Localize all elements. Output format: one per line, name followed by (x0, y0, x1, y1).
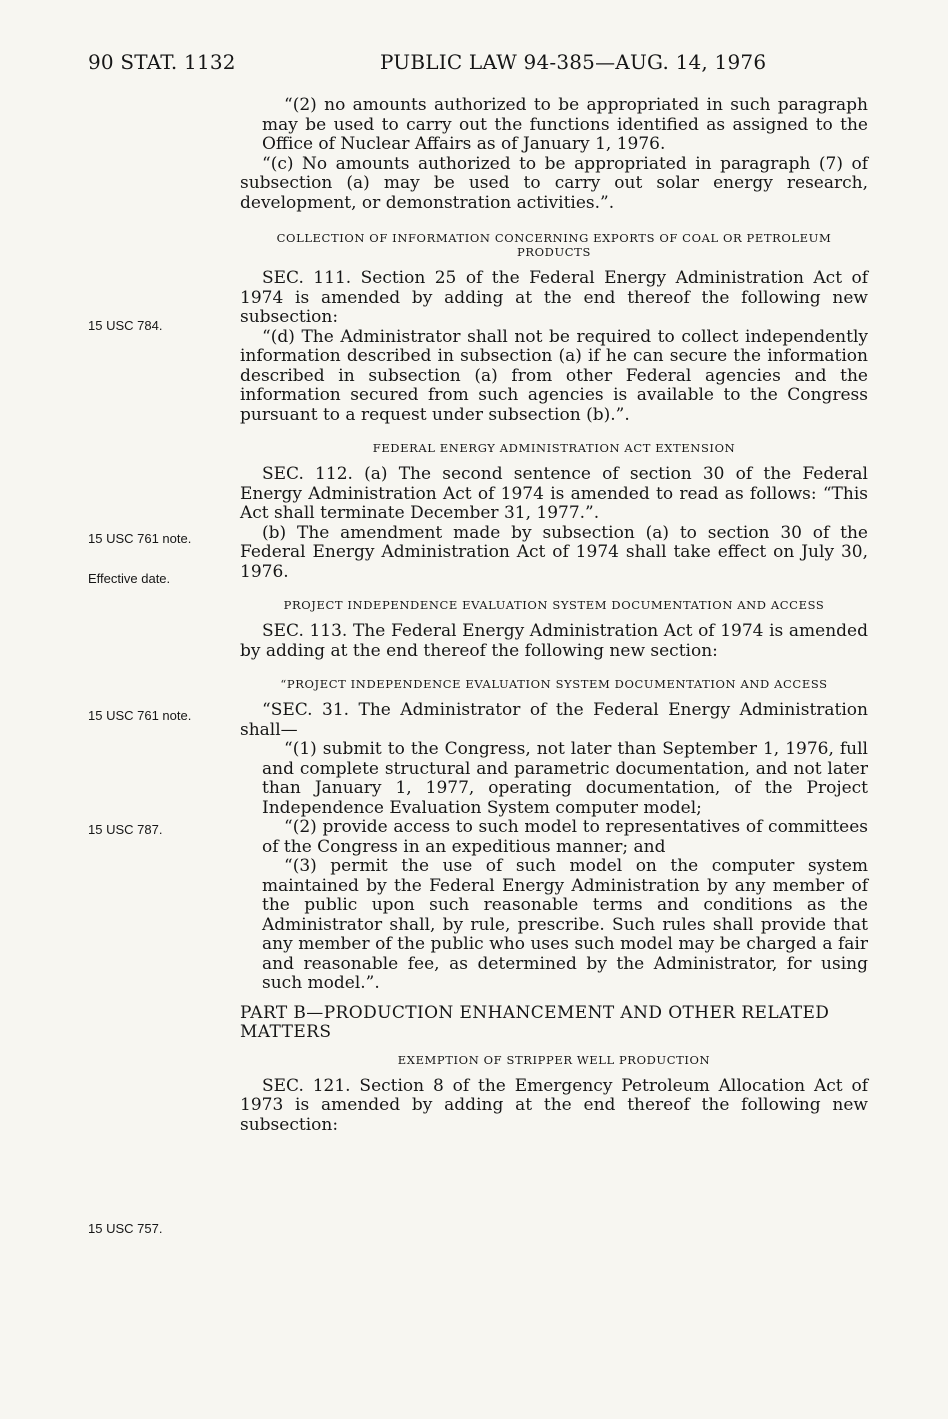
section-121: SEC. 121. Section 8 of the Emergency Petroleum Allocation Act of 1973 is amended by adding at the end thereof the following new subsection: (240, 1075, 868, 1135)
list-item: “(1) submit to the Congress, not later than September 1, 1976, full and complete structural and parametric documentation, and not later than January 1, 1977, operating documentation, of the Project Independence Evaluation System computer model; (262, 739, 868, 818)
section-heading: FEDERAL ENERGY ADMINISTRATION ACT EXTENSION (372, 441, 736, 455)
section-111: SEC. 111. Section 25 of the Federal Energy Administration Act of 1974 is amended by adding at the end thereof the following new subsection: (240, 268, 868, 327)
section-heading: COLLECTION OF INFORMATION CONCERNING EXPORTS OF COAL OR PETROLEUM PRODUCTS (276, 231, 832, 259)
paragraph: “(2) no amounts authorized to be appropriated in such paragraph may be used to carry out the functions identified as assigned to the Office of Nuclear Affairs as of January 1, 1976. (262, 95, 868, 154)
list-item: “(3) permit the use of such model on the computer system maintained by the Federal Energy Administration by any member of the public upon such reasonable terms and conditions as the Administrator shall, by rule, prescribe. Such rules shall provide that any member of the public who uses such model may be charged a fair and reasonable fee, as determined by the Administrator, for using such model.”. (262, 856, 868, 993)
section-31: “SEC. 31. The Administrator of the Federal Energy Administration shall— (240, 700, 868, 740)
running-title: PUBLIC LAW 94-385—AUG. 14, 1976 (380, 50, 767, 74)
law-text-column (240, 96, 868, 1135)
section-heading: PROJECT INDEPENDENCE EVALUATION SYSTEM DOCUMENTATION AND ACCESS (283, 598, 825, 612)
margin-note-usc: 15 USC 761 note. (88, 708, 192, 723)
section-heading: EXEMPTION OF STRIPPER WELL PRODUCTION (397, 1052, 711, 1067)
margin-note-effective-date: Effective date. (88, 571, 171, 586)
section-113: SEC. 113. The Federal Energy Administration Act of 1974 is amended by adding at the end thereof the following new section: (240, 621, 868, 661)
section-heading: “PROJECT INDEPENDENCE EVALUATION SYSTEM DOCUMENTATION AND ACCESS (280, 677, 828, 691)
part-heading: PART B—PRODUCTION ENHANCEMENT AND OTHER RELATED MATTERS (240, 1002, 830, 1042)
list-item: “(2) provide access to such model to representatives of committees of the Congress in an expeditious manner; and (262, 817, 868, 857)
margin-note-usc: 15 USC 757. (88, 1221, 163, 1236)
section-112-a: SEC. 112. (a) The second sentence of section 30 of the Federal Energy Administration Act of 1974 is amended to read as follows: “This Act shall terminate December 31, 1977.”. (240, 464, 868, 523)
margin-note-usc: 15 USC 787. (88, 822, 163, 837)
margin-note-usc: 15 USC 784. (88, 318, 163, 333)
paragraph: “(c) No amounts authorized to be appropriated in paragraph (7) of subsection (a) may be used to carry out solar energy research, development, or demonstration activities.”. (240, 153, 868, 213)
stat-page-reference: 90 STAT. 1132 (88, 50, 236, 74)
margin-note-usc: 15 USC 761 note. (88, 531, 192, 546)
subsection-d: “(d) The Administrator shall not be required to collect independently information described in subsection (a) if he can secure the information described in subsection (a) from other Federal agencies and the information secured from such agencies is available to the Congress pursuant to a request under subsection (b).”. (240, 326, 868, 425)
page-header (0, 50, 948, 80)
section-112-b: (b) The amendment made by subsection (a) to section 30 of the Federal Energy Administration Act of 1974 shall take effect on July 30, 1976. (240, 522, 868, 582)
